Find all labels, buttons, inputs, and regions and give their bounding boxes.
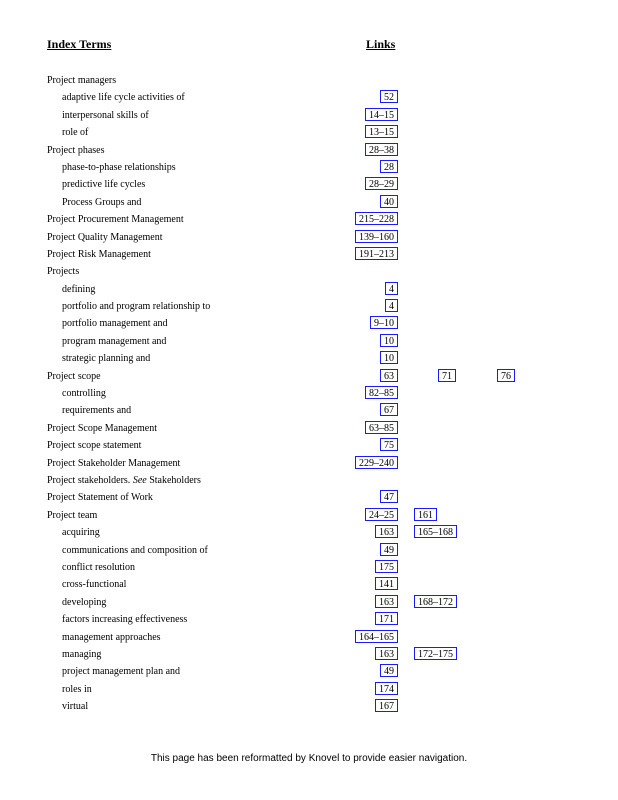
index-term — [47, 371, 101, 382]
index-entry — [0, 159, 618, 176]
index-term-text: portfolio management and — [62, 318, 168, 330]
index-term — [62, 110, 149, 121]
index-entry — [0, 698, 618, 715]
page-link[interactable]: 164–165 — [355, 630, 398, 643]
index-term-text: Project managers — [47, 75, 117, 86]
index-term — [47, 440, 141, 451]
index-entry — [0, 263, 618, 280]
index-term — [47, 249, 151, 260]
index-entry — [0, 663, 618, 680]
page-link[interactable]: 163 — [375, 647, 398, 660]
index-term-text: program management and — [62, 335, 167, 347]
page-link[interactable]: 28–38 — [365, 143, 398, 156]
index-term — [62, 405, 131, 416]
index-term-text: portfolio and program relationship to — [62, 301, 211, 313]
index-entry — [0, 124, 618, 141]
index-term-text: acquiring — [62, 527, 100, 539]
index-term-text: role of — [62, 127, 89, 139]
index-entry — [0, 559, 618, 576]
index-term-text: factors increasing effectiveness — [62, 614, 188, 626]
index-term-text: defining — [62, 283, 96, 295]
index-term-text: Project scope — [47, 370, 101, 382]
index-term-text: controlling — [62, 388, 106, 400]
index-term-text: Project scope statement — [47, 440, 142, 452]
index-term-text: Project phases — [47, 144, 105, 156]
index-entry — [0, 246, 618, 263]
index-term-text: communications and composition of — [62, 544, 208, 556]
index-term — [62, 336, 166, 347]
index-term-text: predictive life cycles — [62, 179, 146, 191]
index-term-text: Project Stakeholder Management — [47, 457, 181, 469]
index-term — [62, 162, 176, 173]
page-link[interactable]: 71 — [438, 369, 456, 382]
index-term — [47, 266, 79, 277]
index-term-text: Project stakeholders. — [47, 474, 131, 486]
index-term — [62, 388, 106, 399]
index-term-text: Project Scope Management — [47, 422, 157, 434]
index-entry — [0, 281, 618, 298]
index-entry — [0, 489, 618, 506]
see-reference-label: See — [132, 474, 147, 486]
index-term — [62, 318, 168, 329]
page-link[interactable]: 49 — [380, 664, 398, 677]
index-term — [62, 597, 106, 608]
page-link[interactable]: 161 — [414, 508, 437, 521]
index-term-text: interpersonal skills of — [62, 109, 149, 121]
index-entry — [0, 524, 618, 541]
page-link[interactable]: 165–168 — [414, 525, 457, 538]
index-term-text: conflict resolution — [62, 561, 136, 573]
index-term — [62, 579, 126, 590]
index-entry — [0, 437, 618, 454]
index-term-text: strategic planning and — [62, 353, 151, 365]
index-term-text: Projects — [47, 266, 80, 278]
index-entry — [0, 646, 618, 663]
index-term-text: Project Quality Management — [47, 231, 163, 243]
index-term — [62, 92, 185, 103]
index-term — [62, 666, 180, 677]
index-entry — [0, 629, 618, 646]
index-entry — [0, 142, 618, 159]
page-link[interactable]: 9–10 — [370, 316, 398, 329]
index-entry — [0, 176, 618, 193]
page-link[interactable]: 168–172 — [414, 595, 457, 608]
page-link[interactable]: 141 — [375, 577, 398, 590]
index-term — [62, 562, 135, 573]
index-entry — [0, 594, 618, 611]
page-link[interactable]: 10 — [380, 334, 398, 347]
index-entry — [0, 385, 618, 402]
index-entry — [0, 420, 618, 437]
index-entry — [0, 402, 618, 419]
index-term — [47, 423, 157, 434]
page-link[interactable]: 75 — [380, 438, 398, 451]
page-link[interactable]: 28 — [380, 160, 398, 173]
index-term — [47, 232, 163, 243]
index-term-text: developing — [62, 596, 107, 608]
index-entry — [0, 298, 618, 315]
page-link[interactable]: 76 — [497, 369, 515, 382]
index-entry — [0, 576, 618, 593]
page-link[interactable]: 82–85 — [365, 386, 398, 399]
page-link[interactable]: 174 — [375, 682, 398, 695]
index-term — [47, 75, 116, 86]
index-entry — [0, 368, 618, 385]
index-term — [47, 145, 105, 156]
index-term-text: virtual — [62, 701, 89, 713]
index-term — [62, 197, 141, 208]
index-term-text: project management plan and — [62, 666, 181, 678]
index-entry — [0, 472, 618, 489]
index-entry — [0, 194, 618, 211]
index-list — [0, 72, 618, 715]
index-term — [62, 179, 145, 190]
index-term-text: Project Risk Management — [47, 248, 151, 260]
index-entry — [0, 681, 618, 698]
index-entry — [0, 507, 618, 524]
page-link[interactable]: 63–85 — [365, 421, 398, 434]
index-term — [62, 127, 88, 138]
page-link[interactable]: 52 — [380, 90, 398, 103]
index-term-text: roles in — [62, 683, 92, 695]
index-term — [47, 510, 97, 521]
page-link[interactable]: 215–228 — [355, 212, 398, 225]
page-link[interactable]: 4 — [385, 299, 398, 312]
page-link[interactable]: 175 — [375, 560, 398, 573]
page-link[interactable]: 163 — [375, 595, 398, 608]
page-link[interactable]: 191–213 — [355, 247, 398, 260]
index-term — [62, 649, 101, 660]
index-term — [47, 492, 153, 503]
index-term — [62, 701, 88, 712]
see-reference-target: Stakeholders — [149, 474, 201, 486]
index-term-text: managing — [62, 648, 102, 660]
page-link[interactable]: 49 — [380, 543, 398, 556]
index-entry — [0, 455, 618, 472]
page-link[interactable]: 163 — [375, 525, 398, 538]
page-link[interactable]: 67 — [380, 403, 398, 416]
page-link[interactable]: 229–240 — [355, 456, 398, 469]
index-term-text: Project Statement of Work — [47, 492, 153, 504]
page-link[interactable]: 167 — [375, 699, 398, 712]
page-link[interactable]: 24–25 — [365, 508, 398, 521]
index-term-text: Process Groups and — [62, 196, 142, 208]
index-term — [47, 458, 180, 469]
index-term — [47, 475, 201, 486]
knovel-footer-note: This page has been reformatted by Knovel to provide easier navigation. — [150, 753, 468, 764]
index-term — [62, 614, 187, 625]
page-link[interactable]: 10 — [380, 351, 398, 364]
index-term — [62, 301, 210, 312]
index-term — [62, 545, 208, 556]
index-term-text: Project Procurement Management — [47, 214, 184, 226]
page-link[interactable]: 139–160 — [355, 230, 398, 243]
page-link[interactable]: 13–15 — [365, 125, 398, 138]
index-entry — [0, 89, 618, 106]
page-link[interactable]: 63 — [380, 369, 398, 382]
index-term — [62, 527, 100, 538]
page-link[interactable]: 14–15 — [365, 108, 398, 121]
index-entry — [0, 315, 618, 332]
page-link[interactable]: 40 — [380, 195, 398, 208]
index-term-text: management approaches — [62, 631, 161, 643]
index-term-text: adaptive life cycle activities of — [62, 92, 185, 104]
index-entry — [0, 229, 618, 246]
index-entry — [0, 611, 618, 628]
index-term — [47, 214, 184, 225]
index-term — [62, 684, 92, 695]
index-entry — [0, 333, 618, 350]
index-entry — [0, 211, 618, 228]
index-terms-heading: Index Terms — [47, 37, 112, 51]
page-link[interactable]: 28–29 — [365, 177, 398, 190]
index-term-text: cross-functional — [62, 579, 127, 591]
index-term — [62, 284, 95, 295]
index-entry — [0, 107, 618, 124]
index-term-text: requirements and — [62, 405, 132, 417]
page-link[interactable]: 47 — [380, 490, 398, 503]
index-entry — [0, 350, 618, 367]
page-link[interactable]: 172–175 — [414, 647, 457, 660]
index-term-text: Project team — [47, 509, 98, 521]
index-entry — [0, 72, 618, 89]
index-entry — [0, 542, 618, 559]
index-term — [62, 632, 161, 643]
links-heading: Links — [366, 37, 396, 51]
index-term-text: phase-to-phase relationships — [62, 161, 176, 173]
page-link[interactable]: 171 — [375, 612, 398, 625]
index-term — [62, 353, 150, 364]
page-link[interactable]: 4 — [385, 282, 398, 295]
